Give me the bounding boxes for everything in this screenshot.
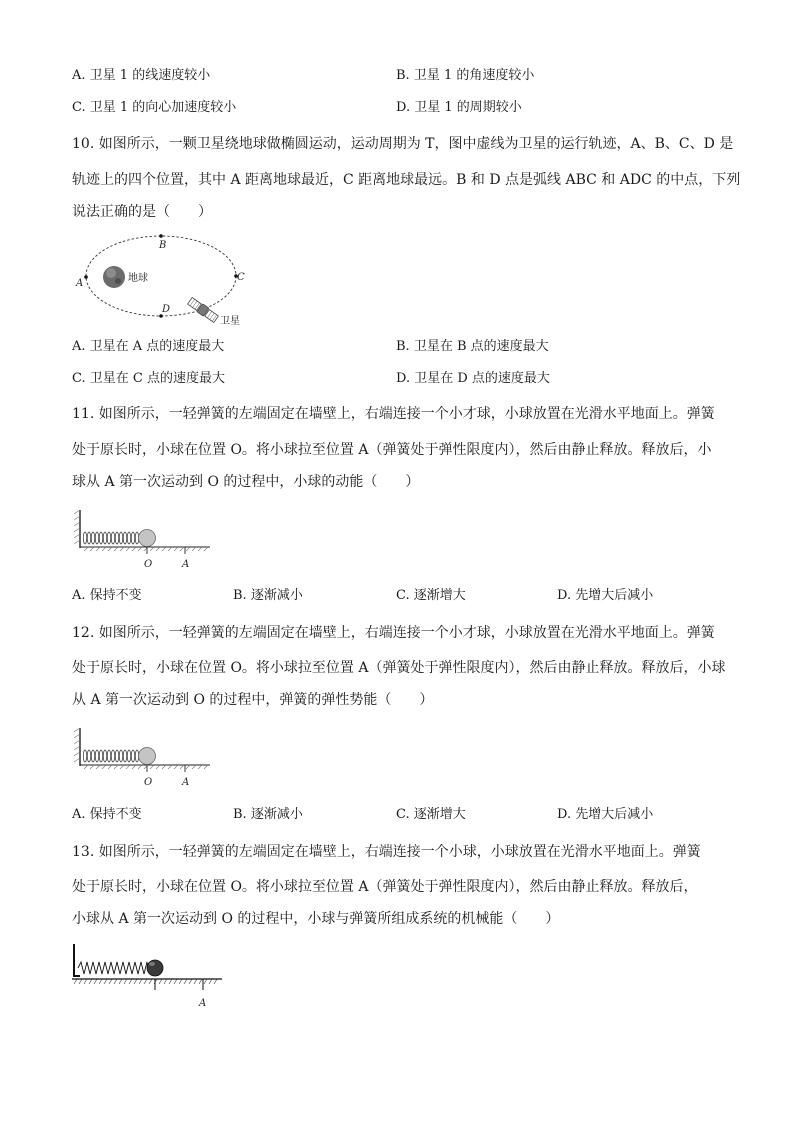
point-c-label: C [237,272,245,283]
spring-diagram-q13 [68,940,228,1012]
q11-stem-line-3: 球从 A 第一次运动到 O 的过程中，小球的动能（ ） [72,474,420,490]
q11-option-b: B. 逐渐减小 [233,588,303,603]
point-a-dot [84,275,88,279]
q10-stem-line-1: 10. 如图所示，一颗卫星绕地球做椭圆运动，运动周期为 T，图中虚线为卫星的运行轨迹，A、B、C、D 是 [72,136,734,152]
q9-option-b: B. 卫星 1 的角速度较小 [396,68,535,83]
point-a-label: A [76,278,84,289]
label-o: O [144,777,153,788]
point-b-dot [159,234,163,238]
ball [139,530,156,547]
q13-stem-line-3: 小球从 A 第一次运动到 O 的过程中，小球与弹簧所组成系统的机械能（ ） [72,911,560,927]
q12-option-d: D. 先增大后减小 [557,807,654,822]
q10-option-c: C. 卫星在 C 点的速度最大 [72,371,225,386]
q13-stem-line-1: 13. 如图所示，一轻弹簧的左端固定在墙壁上，右端连接一个小球，小球放置在光滑水平地面上。弹簧 [72,844,701,860]
q12-stem-line-2: 处于原长时，小球在位置 O。将小球拉至位置 A（弹簧处于弹性限度内），然后由静止释放。释放后，小球 [72,660,726,676]
q12-option-b: B. 逐渐减小 [233,807,303,822]
earth-label: 地球 [128,273,148,284]
satellite-label: 卫星 [220,316,240,327]
q11-stem-line-1: 11. 如图所示，一轻弹簧的左端固定在墙壁上，右端连接一个小才球，小球放置在光滑水平地面上。弹簧 [72,406,715,422]
q12-option-c: C. 逐渐增大 [396,807,466,822]
q10-option-a: A. 卫星在 A 点的速度最大 [72,339,225,354]
q12-stem-line-1: 12. 如图所示，一轻弹簧的左端固定在墙壁上，右端连接一个小才球，小球放置在光滑水平地面上。弹簧 [72,625,715,641]
q10-option-b: B. 卫星在 B 点的速度最大 [396,339,549,354]
spring [83,532,138,544]
q10-stem-line-2: 轨迹上的四个位置，其中 A 距离地球最近，C 距离地球最远。B 和 D 点是弧线 ABC 和 ADC 的中点，下列 [72,172,741,188]
q12-option-a: A. 保持不变 [72,807,142,822]
q11-stem-line-2: 处于原长时，小球在位置 O。将小球拉至位置 A（弹簧处于弹性限度内），然后由静止释放。释放后，小 [72,442,712,458]
spring [83,750,138,762]
q11-option-c: C. 逐渐增大 [396,588,466,603]
point-d-label: D [162,304,171,315]
ball [147,960,163,976]
q13-stem-line-2: 处于原长时，小球在位置 O。将小球拉至位置 A（弹簧处于弹性限度内），然后由静止释放。释放后， [72,879,698,895]
q9-option-a: A. 卫星 1 的线速度较小 [72,68,211,83]
spring-diagram-q12 [74,724,214,792]
q10-option-d: D. 卫星在 D 点的速度最大 [396,371,550,386]
ball [139,748,156,765]
q12-stem-line-3: 从 A 第一次运动到 O 的过程中，弹簧的弹性势能（ ） [72,692,434,708]
label-a: A [182,777,190,788]
point-b-label: B [159,240,167,251]
q11-option-d: D. 先增大后减小 [557,588,654,603]
spring-diagram-q11 [74,506,214,574]
ball-highlight [149,962,155,966]
earth-icon [103,266,125,288]
orbit-diagram [72,228,262,330]
label-a: A [182,559,190,570]
label-o: O [144,559,153,570]
wall [74,944,80,976]
q9-option-d: D. 卫星 1 的周期较小 [396,100,522,115]
q9-option-c: C. 卫星 1 的向心加速度较小 [72,100,237,115]
q11-option-a: A. 保持不变 [72,588,142,603]
satellite-icon [187,297,219,324]
label-a: A [199,998,207,1009]
q10-stem-line-3: 说法正确的是（ ） [72,204,212,220]
spring [78,962,148,974]
